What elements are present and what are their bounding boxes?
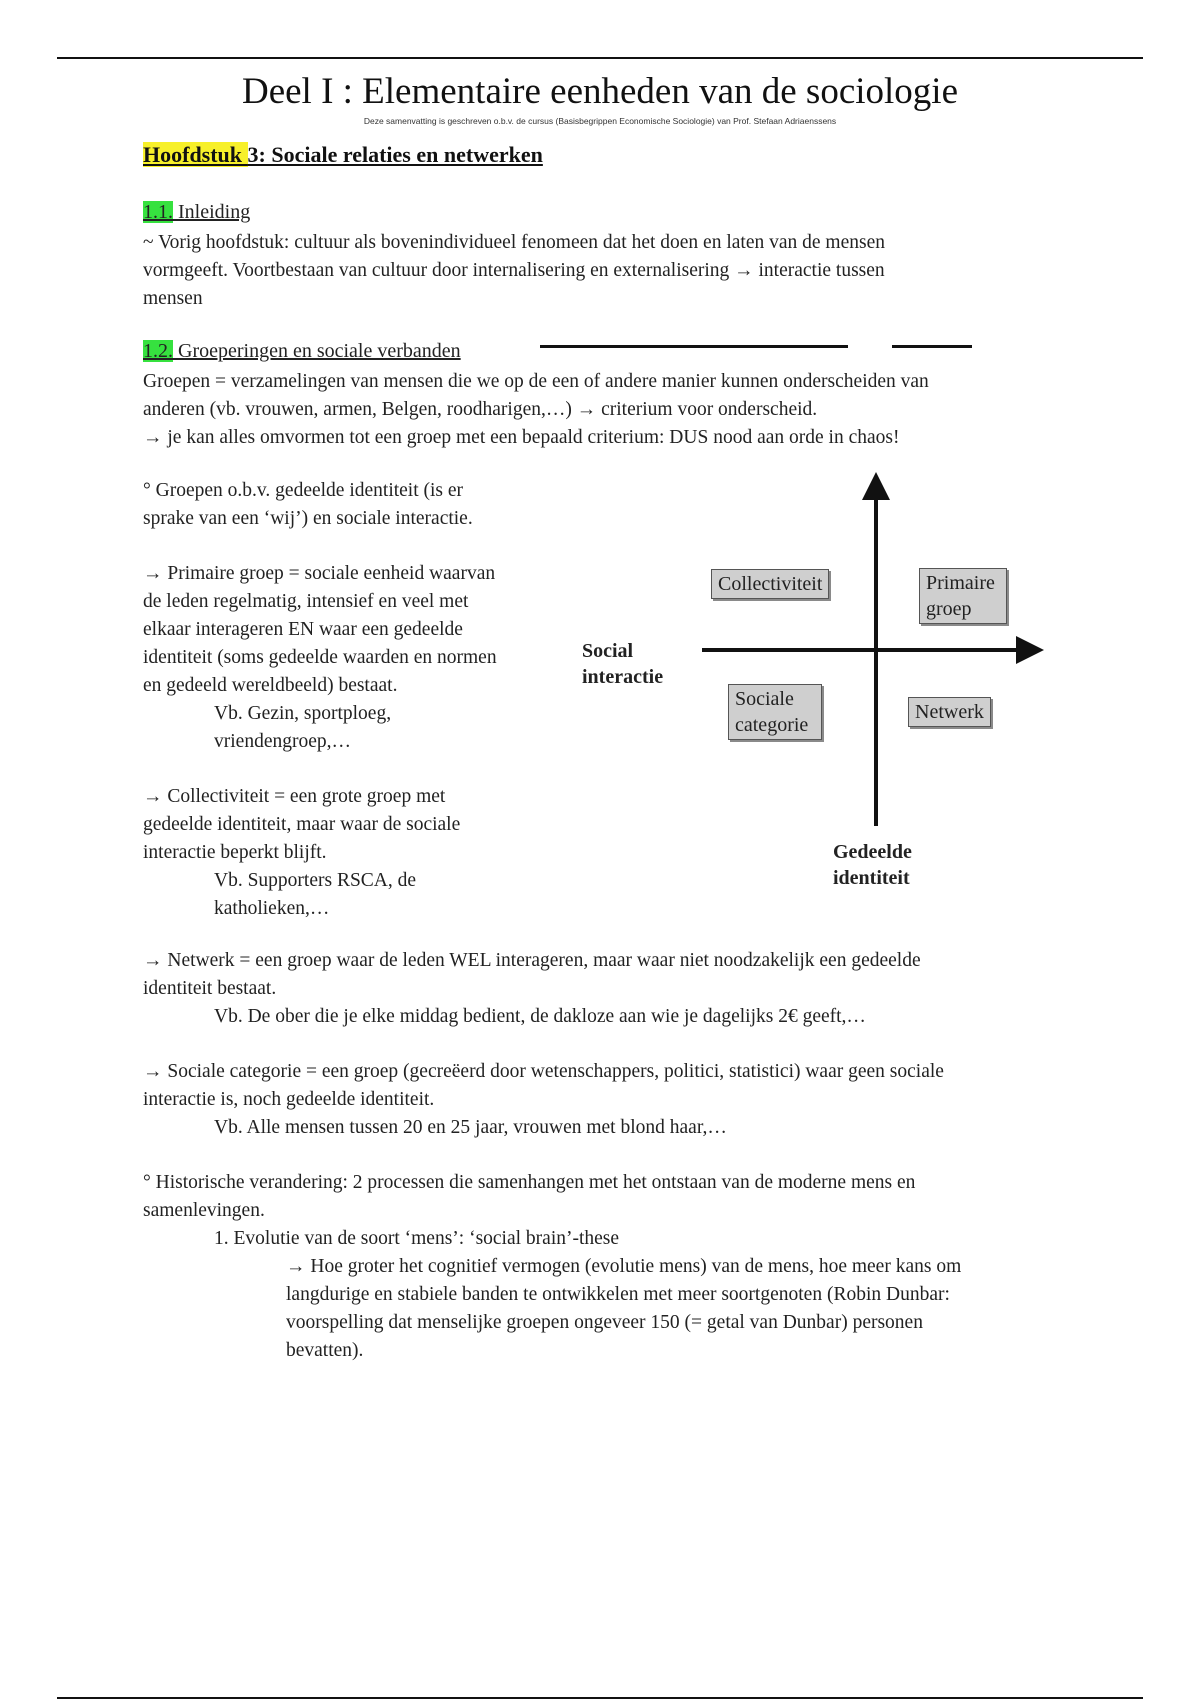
historical-paragraph — [143, 1169, 1153, 1365]
section-heading-groeperingen — [143, 340, 461, 363]
quadrant-primaire-groep — [919, 568, 1007, 624]
quadrant-label-line: categorie — [735, 714, 809, 736]
quadrant-label-line: Sociale — [735, 688, 794, 710]
page-title: Deel I : Elementaire eenheden van de sociologie — [241, 71, 959, 112]
quadrant-sociale-categorie — [728, 684, 822, 740]
text-line: → Sociale categorie = een groep (gecreëerd door wetenschappers, politici, statistici) waar geen sociale — [143, 1061, 944, 1082]
text-line: vormgeeft. Voortbestaan van cultuur door internalisering en externalisering → interactie tussen — [143, 260, 885, 281]
network-paragraph — [143, 947, 1153, 1031]
axis-label-line: interactie — [582, 666, 664, 688]
text-line: interactie beperkt blijft. — [143, 842, 327, 863]
axis-label-line: Social — [582, 640, 634, 662]
intro-paragraph — [143, 229, 885, 313]
example-line: vriendengroep,… — [214, 731, 351, 752]
example-line: Vb. Alle mensen tussen 20 en 25 jaar, vrouwen met blond haar,… — [214, 1117, 727, 1138]
detail-line: → Hoe groter het cognitief vermogen (evolutie mens) van de mens, hoe meer kans om — [286, 1256, 962, 1277]
quadrant-collectiviteit: Collectiviteit — [711, 569, 829, 599]
detail-line: voorspelling dat menselijke groepen ongeveer 150 (= getal van Dunbar) personen — [286, 1312, 923, 1333]
groups-paragraph — [143, 368, 929, 452]
text-line: mensen — [143, 288, 203, 309]
primary-group-paragraph — [143, 560, 583, 756]
category-paragraph — [143, 1058, 1153, 1142]
list-item: 1. Evolutie van de soort ‘mens’: ‘social brain’-these — [214, 1228, 620, 1249]
text-line: de leden regelmatig, intensief en veel met — [143, 591, 469, 612]
text-line: → Collectiviteit = een grote groep met — [143, 786, 446, 807]
text-line: sprake van een ‘wij’) en sociale interactie. — [143, 508, 473, 529]
detail-line: bevatten). — [286, 1340, 364, 1361]
text-line: → Netwerk = een groep waar de leden WEL interageren, maar waar niet noodzakelijk een gedeelde — [143, 950, 921, 971]
section-title: Groeperingen en sociale verbanden — [173, 340, 461, 362]
text-line: ° Historische verandering: 2 processen die samenhangen met het ontstaan van de moderne mens en — [143, 1172, 916, 1193]
section-title: Inleiding — [173, 201, 251, 223]
text-line: → je kan alles omvormen tot een groep met een bepaald criterium: DUS nood aan orde in chaos! — [143, 427, 900, 448]
example-line: Vb. Gezin, sportploeg, — [214, 703, 392, 724]
quadrant-label-line: Primaire — [926, 572, 995, 594]
section-number: 1.1. — [143, 201, 173, 223]
text-line: en gedeeld wereldbeeld) bestaat. — [143, 675, 398, 696]
page-subtitle: Deze samenvatting is geschreven o.b.v. de cursus (Basisbegrippen Economische Sociologie) van Prof. Stefaan Adriaenssens — [363, 116, 837, 126]
text-line: interactie is, noch gedeelde identiteit. — [143, 1089, 435, 1110]
text-line: Groepen = verzamelingen van mensen die we op de een of andere manier kunnen onderscheiden van — [143, 371, 929, 392]
left-column — [143, 477, 583, 923]
axis-label-line: Gedeelde — [833, 841, 912, 863]
y-axis-label — [833, 839, 912, 891]
text-line: samenlevingen. — [143, 1200, 265, 1221]
collectivity-paragraph — [143, 783, 583, 923]
quadrant-label-line: groep — [926, 598, 972, 620]
axis-label-line: identiteit — [833, 867, 910, 889]
quadrant-netwerk: Netwerk — [908, 697, 991, 727]
x-axis-label — [582, 638, 663, 690]
example-line: katholieken,… — [214, 898, 330, 919]
section-number: 1.2. — [143, 340, 173, 362]
example-line: Vb. De ober die je elke middag bedient, de dakloze aan wie je dagelijks 2€ geeft,… — [214, 1006, 866, 1027]
text-line: identiteit bestaat. — [143, 978, 277, 999]
text-line: identiteit (soms gedeelde waarden en normen — [143, 647, 497, 668]
chapter-word: Hoofdstuk — [143, 142, 248, 167]
top-rule — [57, 57, 1143, 59]
text-line: anderen (vb. vrouwen, armen, Belgen, roodharigen,…) → criterium voor onderscheid. — [143, 399, 818, 420]
text-line: → Primaire groep = sociale eenheid waarvan — [143, 563, 496, 584]
decorative-line — [892, 345, 972, 348]
bottom-rule — [57, 1697, 1143, 1699]
detail-line: langdurige en stabiele banden te ontwikkelen met meer soortgenoten (Robin Dunbar: — [286, 1284, 950, 1305]
identity-paragraph — [143, 477, 583, 533]
text-line: elkaar interageren EN waar een gedeelde — [143, 619, 463, 640]
chapter-heading — [143, 142, 543, 168]
text-line: ~ Vorig hoofdstuk: cultuur als bovenindividueel fenomeen dat het doen en laten van de mensen — [143, 232, 885, 253]
section-heading-inleiding — [143, 201, 250, 224]
text-line: gedeelde identiteit, maar waar de sociale — [143, 814, 461, 835]
decorative-line — [540, 345, 848, 348]
example-line: Vb. Supporters RSCA, de — [214, 870, 417, 891]
text-line: ° Groepen o.b.v. gedeelde identiteit (is er — [143, 480, 464, 501]
lower-text — [143, 947, 1153, 1365]
chapter-rest: 3: Sociale relaties en netwerken — [247, 142, 543, 167]
